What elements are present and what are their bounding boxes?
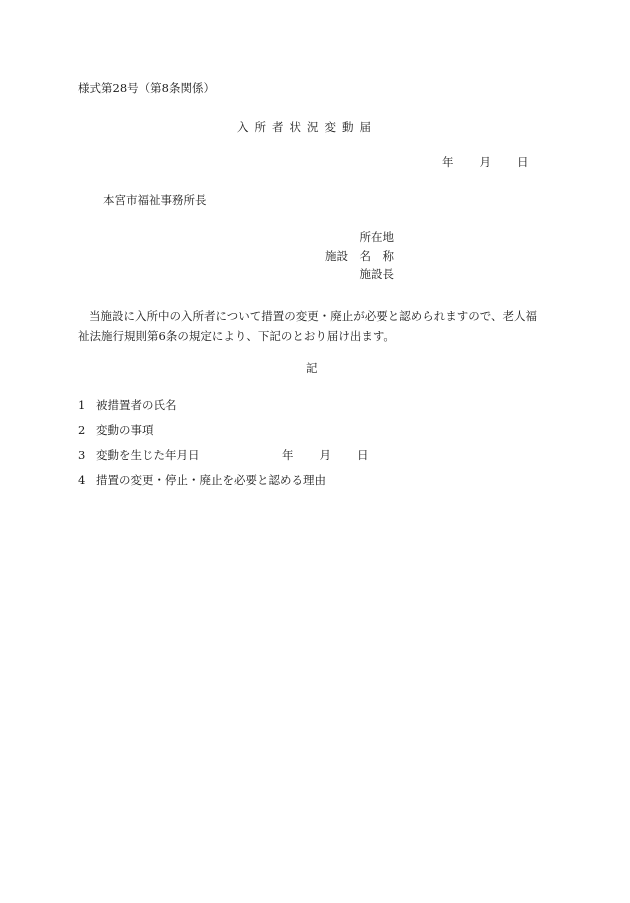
change-date-day: 日 xyxy=(357,448,369,462)
list-item xyxy=(78,399,177,413)
sender-facility-name-label: 施設 名 称 xyxy=(325,249,394,263)
date-year: 年 xyxy=(442,155,454,169)
item-label: 措置の変更・停止・廃止を必要と認める理由 xyxy=(96,473,326,487)
change-date xyxy=(282,449,369,463)
ki-heading: 記 xyxy=(306,361,318,375)
sender-address-label: 所在地 xyxy=(359,230,394,244)
item-number: 3 xyxy=(78,448,86,462)
item-number: 4 xyxy=(78,473,86,487)
item-label: 変動を生じた年月日 xyxy=(96,448,200,462)
change-date-year: 年 xyxy=(282,448,294,462)
sender-head-label: 施設長 xyxy=(359,267,394,281)
item-label: 変動の事項 xyxy=(96,423,154,437)
document-title: 入所者状況変動届 xyxy=(237,120,377,134)
submission-date xyxy=(442,156,529,170)
form-number: 様式第28号（第8条関係） xyxy=(78,81,215,95)
list-item xyxy=(78,424,154,438)
item-number: 1 xyxy=(78,398,86,412)
item-label: 被措置者の氏名 xyxy=(96,398,177,412)
date-day: 日 xyxy=(517,155,529,169)
item-number: 2 xyxy=(78,423,86,437)
list-item xyxy=(78,449,200,463)
list-item xyxy=(78,474,326,488)
date-month: 月 xyxy=(479,155,491,169)
change-date-month: 月 xyxy=(319,448,331,462)
body-text: 当施設に入所中の入所者について措置の変更・廃止が必要と認められますので、老人福祉法施行規則第6条の規定により、下記のとおり届け出ます。 xyxy=(78,309,538,343)
addressee: 本宮市福祉事務所長 xyxy=(103,193,207,207)
